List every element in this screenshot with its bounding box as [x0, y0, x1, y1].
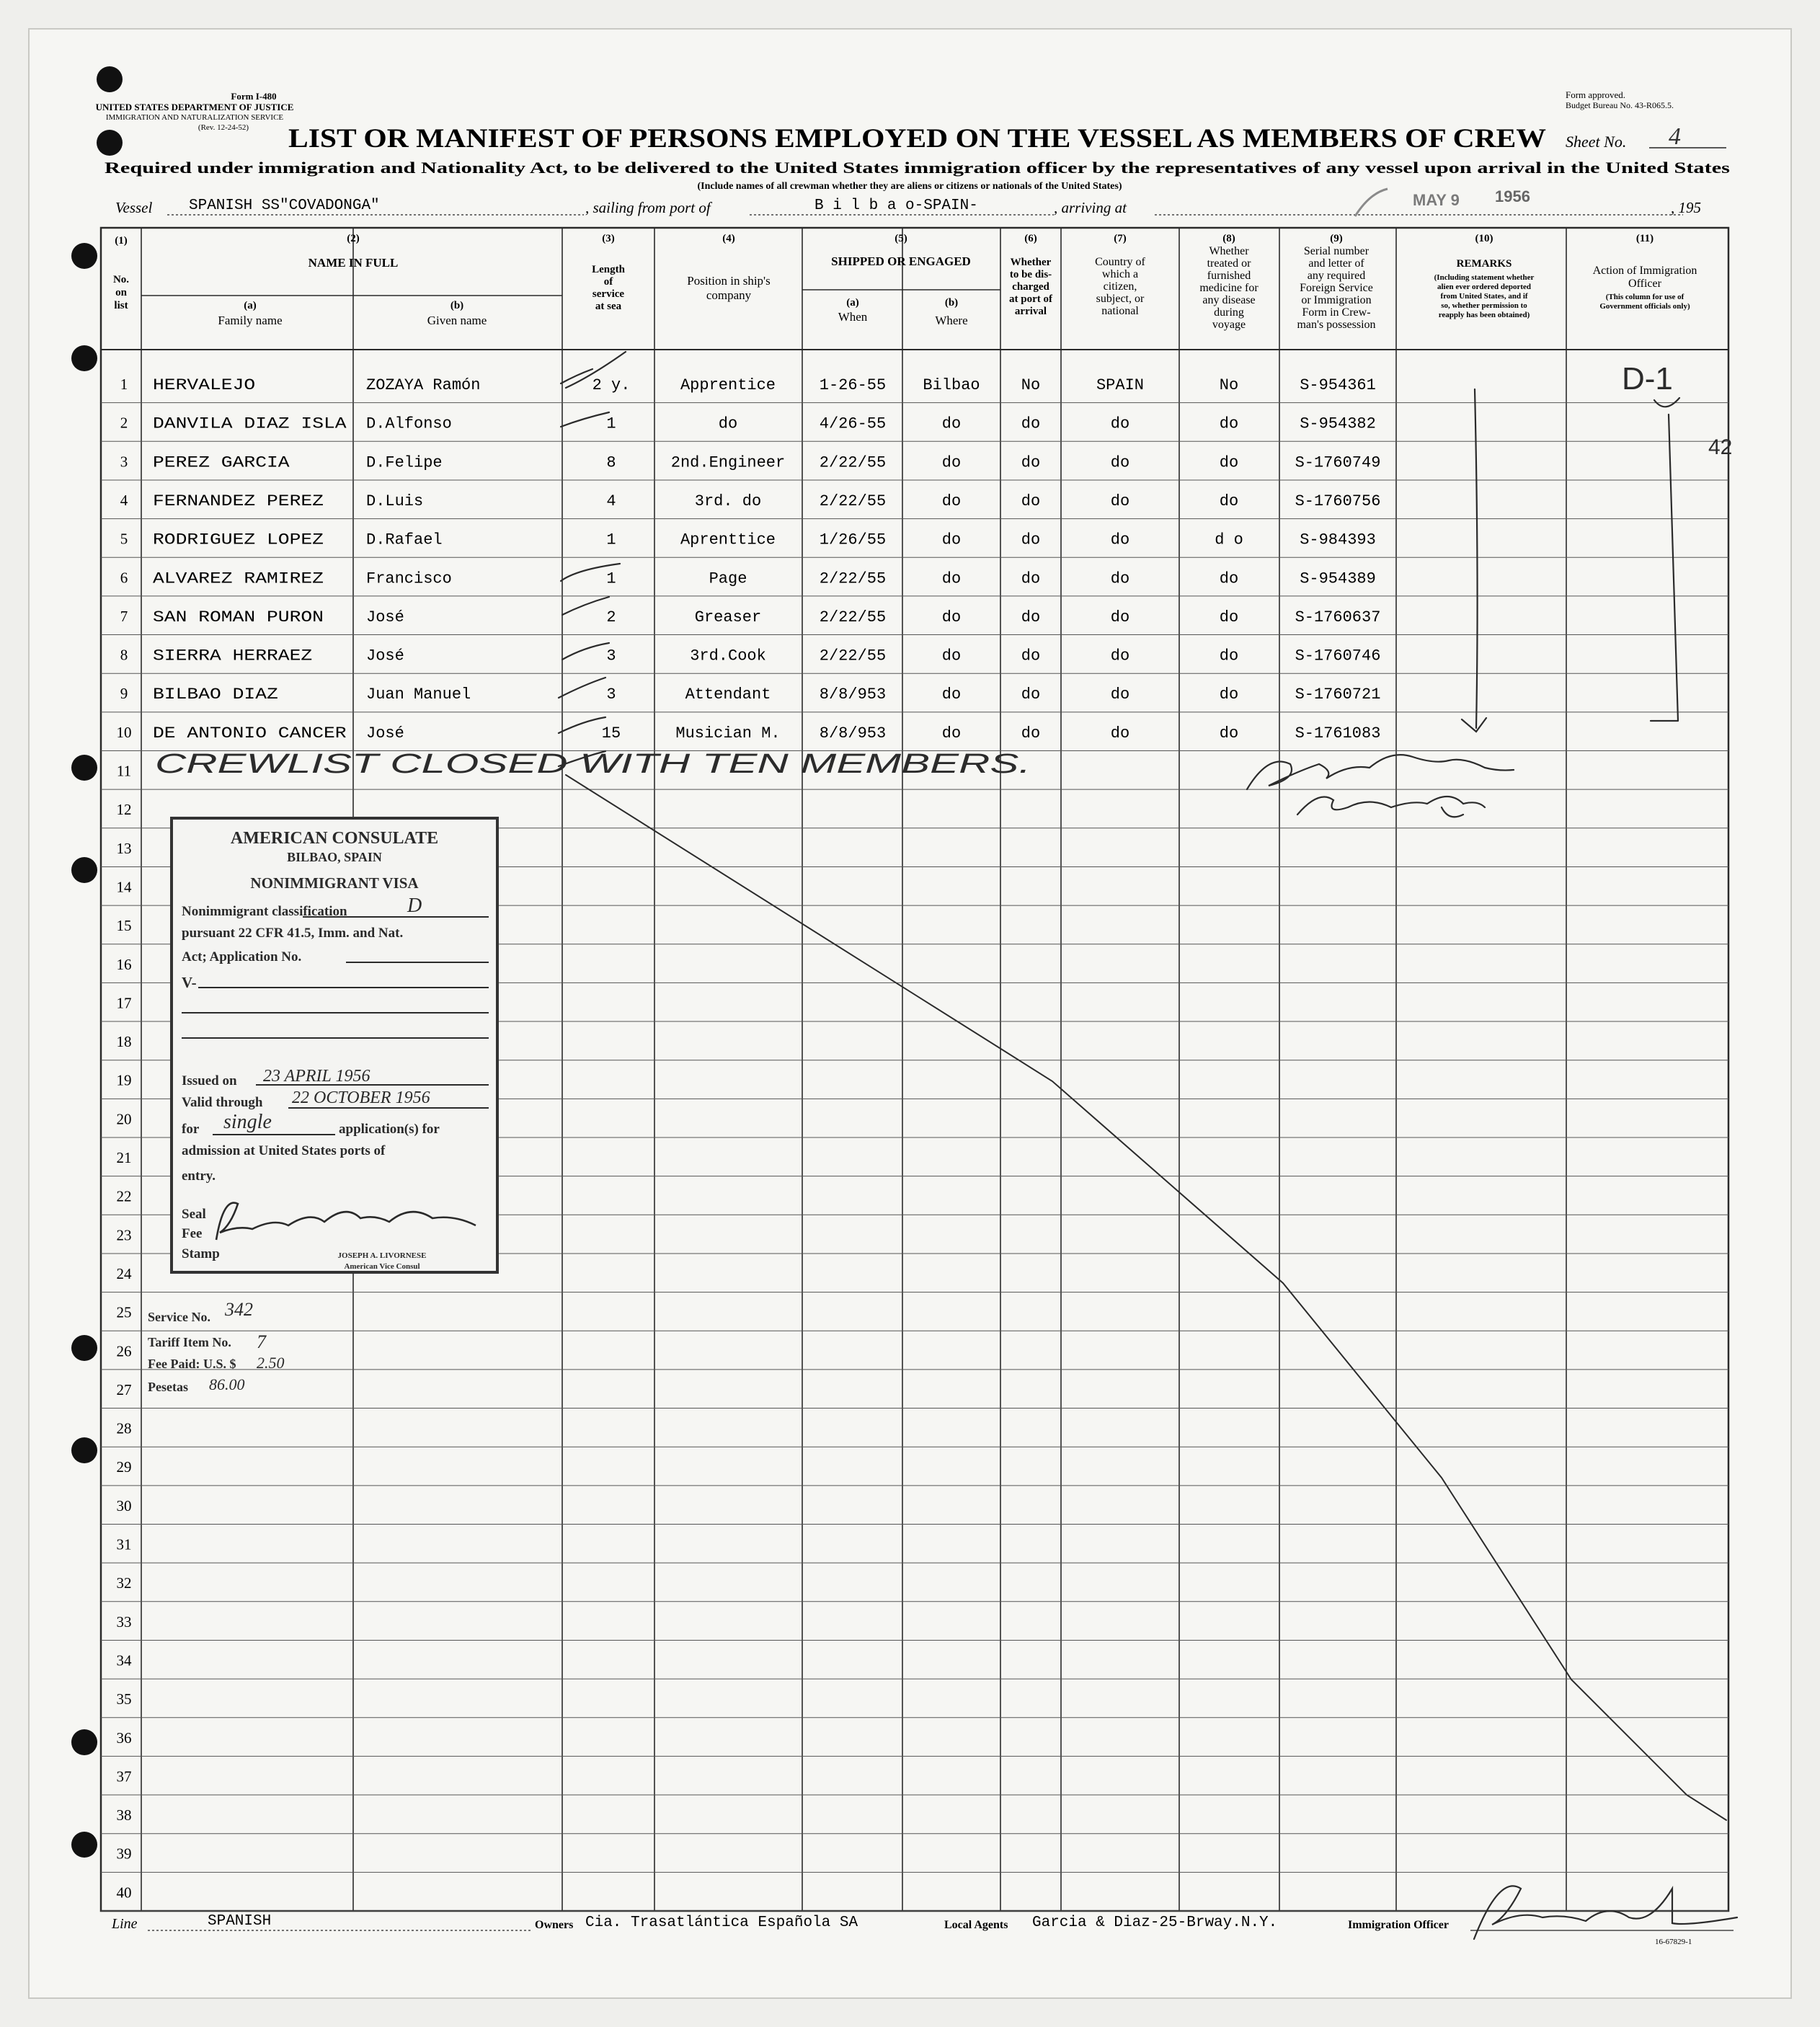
- position-cell: Aprenttice: [680, 531, 776, 549]
- col-1-label: No.: [112, 274, 130, 285]
- form-title: LIST OR MANIFEST OF PERSONS EMPLOYED ON THE VESSEL AS MEMBERS OF CREW: [288, 124, 1546, 154]
- row-number: 16: [116, 955, 132, 973]
- print-code: 16-67829-1: [1655, 1938, 1692, 1946]
- col-2b-number: (b): [450, 300, 464, 311]
- fee-label: Fee Paid: U.S. $: [148, 1357, 236, 1371]
- sheet-label: Sheet No.: [1566, 133, 1627, 151]
- shipped-when-cell: 2/22/55: [819, 453, 887, 472]
- given-name-cell: Francisco: [366, 569, 452, 588]
- family-name-cell: SIERRA HERRAEZ: [153, 647, 313, 665]
- family-name-cell: DANVILA DIAZ ISLA: [153, 414, 347, 433]
- shipped-where-cell: do: [941, 492, 962, 510]
- country-cell: do: [1110, 453, 1130, 472]
- position-cell: Apprentice: [680, 376, 776, 394]
- service-length-cell: 2: [606, 608, 616, 626]
- pesetas: 86.00: [209, 1375, 245, 1393]
- serial-number-cell: S-984393: [1300, 531, 1376, 549]
- col-3-label: service: [592, 288, 625, 300]
- col-5b-label: Where: [935, 314, 968, 327]
- row-number: 8: [120, 646, 128, 664]
- col-5a-label: When: [838, 310, 868, 324]
- row-number: 19: [116, 1071, 132, 1089]
- row-number: 21: [116, 1149, 132, 1166]
- col-8-label: Whether: [1209, 245, 1249, 257]
- shipped-when-cell: 8/8/953: [819, 686, 887, 704]
- col-2-number: (2): [347, 233, 360, 244]
- row-number: 34: [116, 1651, 132, 1669]
- tariff-label: Tariff Item No.: [148, 1335, 231, 1349]
- medicine-cell: do: [1219, 608, 1239, 626]
- stamp-issued-label: Issued on: [182, 1073, 237, 1088]
- col-3-label: at sea: [595, 301, 622, 312]
- row-number: 20: [116, 1110, 132, 1128]
- service-length-cell: 2 y.: [592, 376, 631, 394]
- service-name: IMMIGRATION AND NATURALIZATION SERVICE: [105, 113, 284, 122]
- form-id: Form I-480: [231, 91, 277, 102]
- stamp-admission: admission at United States ports of: [182, 1143, 386, 1158]
- col-2b-label: Given name: [427, 314, 487, 327]
- col-11-number: (11): [1635, 233, 1654, 244]
- stamp-entry: entry.: [182, 1168, 216, 1184]
- binder-hole: [97, 130, 123, 156]
- col-6-label: charged: [1012, 281, 1049, 293]
- row-number: 26: [116, 1342, 132, 1360]
- stamp-seal: Seal: [182, 1207, 206, 1222]
- row-number: 11: [116, 762, 132, 780]
- medicine-cell: do: [1219, 724, 1239, 742]
- line-value: SPANISH: [208, 1913, 272, 1930]
- consulate-stamp: [172, 818, 497, 1272]
- row-number: 4: [120, 491, 128, 509]
- col-6-label: arrival: [1014, 306, 1047, 317]
- family-name-cell: HERVALEJO: [153, 376, 256, 394]
- given-name-cell: D.Luis: [366, 492, 424, 510]
- row-number: 18: [116, 1033, 132, 1051]
- arrival-stamp-date: MAY 9: [1413, 191, 1460, 209]
- col-7-label: national: [1101, 305, 1139, 317]
- medicine-cell: No: [1219, 376, 1239, 394]
- row-number: 25: [116, 1303, 132, 1321]
- row-number: 27: [116, 1380, 132, 1398]
- arriving-label: , arriving at: [1054, 199, 1127, 216]
- position-cell: 3rd. do: [694, 492, 762, 510]
- family-name-cell: ALVAREZ RAMIREZ: [153, 569, 324, 588]
- discharge-cell: No: [1021, 376, 1041, 394]
- col-11-label: Government officials only): [1599, 302, 1690, 311]
- tariff-no: 7: [257, 1331, 266, 1352]
- row-number: 35: [116, 1690, 132, 1708]
- row-number: 2: [120, 414, 128, 432]
- vessel-name: SPANISH SS"COVADONGA": [189, 198, 380, 214]
- col-6-label: to be dis-: [1009, 269, 1052, 280]
- col-8-label: voyage: [1212, 319, 1246, 331]
- discharge-cell: do: [1021, 531, 1041, 549]
- position-cell: 2nd.Engineer: [670, 453, 786, 472]
- row-number: 5: [120, 530, 128, 548]
- col-3-label: Length: [592, 264, 625, 275]
- shipped-when-cell: 1/26/55: [819, 531, 887, 549]
- row-number: 33: [116, 1613, 132, 1631]
- shipped-when-cell: 8/8/953: [819, 724, 887, 742]
- country-cell: do: [1110, 569, 1130, 588]
- medicine-cell: do: [1219, 492, 1239, 510]
- discharge-cell: do: [1021, 686, 1041, 704]
- discharge-cell: do: [1021, 453, 1041, 472]
- col-5-title: SHIPPED OR ENGAGED: [831, 254, 971, 268]
- col-11-label: Action of Immigration: [1592, 265, 1697, 277]
- row-number: 32: [116, 1574, 132, 1592]
- col-2a-number: (a): [244, 300, 257, 311]
- shipped-when-cell: 2/22/55: [819, 569, 887, 588]
- given-name-cell: José: [366, 608, 404, 626]
- include-note: (Include names of all crewman whether they are aliens or citizens or nationals of the United States): [697, 181, 1122, 192]
- discharge-cell: do: [1021, 724, 1041, 742]
- stamp-visa: NONIMMIGRANT VISA: [250, 874, 419, 892]
- medicine-cell: do: [1219, 453, 1239, 472]
- col-8-label: medicine for: [1199, 282, 1259, 294]
- col-6-label: at port of: [1009, 293, 1052, 305]
- fee-usd: 2.50: [257, 1354, 285, 1372]
- family-name-cell: PEREZ GARCIA: [153, 453, 290, 472]
- col-7-label: citizen,: [1103, 280, 1137, 293]
- col-4-label: Position in ship's: [687, 274, 771, 288]
- discharge-cell: do: [1021, 569, 1041, 588]
- count-annotation: 42: [1708, 435, 1733, 459]
- given-name-cell: D.Felipe: [366, 453, 443, 472]
- col-8-number: (8): [1222, 233, 1235, 244]
- row-number: 14: [116, 878, 132, 896]
- col-9-label: any required: [1307, 270, 1366, 282]
- service-no: 342: [225, 1299, 253, 1320]
- form-approved: Form approved.: [1566, 89, 1626, 100]
- stamp-valid-label: Valid through: [182, 1095, 263, 1110]
- col-10-label: reapply has been obtained): [1438, 311, 1530, 319]
- col-9-label: man's possession: [1297, 319, 1376, 331]
- shipped-where-cell: do: [941, 724, 962, 742]
- position-cell: Page: [709, 569, 747, 588]
- stamp-classification: D: [407, 895, 422, 917]
- vessel-label: Vessel: [115, 199, 153, 216]
- service-length-cell: 3: [606, 647, 616, 665]
- sheet-number: 4: [1669, 123, 1681, 150]
- revision: (Rev. 12-24-52): [197, 123, 249, 132]
- row-number: 39: [116, 1845, 132, 1863]
- stamp-issued: 23 APRIL 1956: [263, 1067, 370, 1086]
- service-length-cell: 1: [606, 531, 616, 549]
- stamp-applications: application(s) for: [339, 1122, 440, 1137]
- col-9-label: and letter of: [1308, 257, 1364, 270]
- shipped-where-cell: do: [941, 453, 962, 472]
- col-5a-number: (a): [846, 297, 859, 309]
- serial-number-cell: S-954382: [1300, 414, 1376, 433]
- col-8-label: treated or: [1207, 257, 1251, 270]
- col-10-label: (Including statement whether: [1434, 273, 1535, 282]
- country-cell: do: [1110, 647, 1130, 665]
- serial-number-cell: S-1760637: [1295, 608, 1381, 626]
- binder-hole: [71, 243, 97, 269]
- shipped-when-cell: 2/22/55: [819, 608, 887, 626]
- col-9-label: or Immigration: [1301, 294, 1372, 306]
- col-4-label: company: [706, 288, 752, 302]
- service-length-cell: 15: [601, 724, 621, 742]
- officer-label: Immigration Officer: [1348, 1919, 1449, 1931]
- row-number: 28: [116, 1419, 132, 1437]
- serial-number-cell: S-1760721: [1295, 686, 1381, 704]
- medicine-cell: d o: [1215, 531, 1243, 549]
- position-cell: Greaser: [694, 608, 762, 626]
- col-5-number: (5): [895, 233, 907, 244]
- shipped-where-cell: do: [941, 686, 962, 704]
- medicine-cell: do: [1219, 569, 1239, 588]
- row-number: 23: [116, 1226, 132, 1244]
- row-number: 10: [116, 723, 132, 741]
- shipped-where-cell: Bilbao: [923, 376, 980, 394]
- budget-bureau: Budget Bureau No. 43-R065.5.: [1566, 100, 1674, 110]
- row-number: 22: [116, 1187, 132, 1205]
- medicine-cell: do: [1219, 647, 1239, 665]
- col-11-label: (This column for use of: [1605, 293, 1684, 301]
- col-1-label: list: [114, 300, 128, 311]
- stamp-v-label: V-: [182, 974, 197, 991]
- family-name-cell: RODRIGUEZ LOPEZ: [153, 531, 324, 549]
- stamp-city: BILBAO, SPAIN: [287, 850, 382, 864]
- given-name-cell: José: [366, 647, 404, 665]
- given-name-cell: José: [366, 724, 404, 742]
- discharge-cell: do: [1021, 492, 1041, 510]
- service-no-label: Service No.: [148, 1310, 210, 1324]
- family-name-cell: FERNANDEZ PEREZ: [153, 492, 324, 510]
- shipped-where-cell: do: [941, 608, 962, 626]
- serial-number-cell: S-954361: [1300, 376, 1376, 394]
- row-number: 3: [120, 453, 128, 471]
- binder-hole: [71, 1832, 97, 1858]
- stamp-pursuant: pursuant 22 CFR 41.5, Imm. and Nat.: [182, 926, 404, 941]
- stamp-stamp-label: Stamp: [182, 1246, 220, 1261]
- col-6-number: (6): [1024, 233, 1037, 244]
- col-10-label: alien ever ordered deported: [1437, 283, 1532, 291]
- col-9-label: Foreign Service: [1300, 282, 1373, 294]
- given-name-cell: Juan Manuel: [366, 686, 471, 704]
- country-cell: SPAIN: [1096, 376, 1145, 394]
- stamp-classification-label: Nonimmigrant classification: [182, 904, 347, 919]
- shipped-when-cell: 1-26-55: [819, 376, 887, 394]
- row-number: 40: [116, 1884, 132, 1902]
- binder-hole: [71, 1335, 97, 1361]
- sailing-port: B i l b a o-SPAIN-: [814, 198, 978, 214]
- serial-number-cell: S-1760746: [1295, 647, 1381, 665]
- country-cell: do: [1110, 531, 1130, 549]
- col-9-label: Serial number: [1303, 245, 1370, 257]
- family-name-cell: DE ANTONIO CANCER: [153, 724, 347, 742]
- col-7-label: which a: [1101, 268, 1139, 280]
- col-1-label: on: [115, 287, 127, 298]
- shipped-when-cell: 4/26-55: [819, 414, 887, 433]
- row-number: 12: [116, 801, 132, 819]
- service-length-cell: 3: [606, 686, 616, 704]
- row-number: 30: [116, 1496, 132, 1514]
- position-cell: Attendant: [685, 686, 771, 704]
- col-2a-label: Family name: [218, 314, 283, 327]
- medicine-cell: do: [1219, 414, 1239, 433]
- binder-hole: [97, 66, 123, 92]
- shipped-where-cell: do: [941, 531, 962, 549]
- row-number: 37: [116, 1767, 132, 1786]
- row-number: 38: [116, 1806, 132, 1824]
- col-9-number: (9): [1330, 233, 1343, 244]
- owners-label: Owners: [535, 1919, 574, 1931]
- discharge-cell: do: [1021, 608, 1041, 626]
- discharge-cell: do: [1021, 647, 1041, 665]
- col-10-number: (10): [1475, 233, 1493, 244]
- shipped-when-cell: 2/22/55: [819, 492, 887, 510]
- row-number: 36: [116, 1729, 132, 1747]
- col-10-label: so, whether permission to: [1441, 301, 1527, 310]
- row-number: 13: [116, 839, 132, 857]
- agents-value: Garcia & Diaz-25-Brway.N.Y.: [1032, 1915, 1278, 1931]
- shipped-where-cell: do: [941, 647, 962, 665]
- row-number: 15: [116, 917, 132, 935]
- position-cell: do: [718, 414, 738, 433]
- discharge-cell: do: [1021, 414, 1041, 433]
- year-suffix: , 195: [1671, 199, 1701, 216]
- col-2-title: NAME IN FULL: [308, 256, 399, 270]
- col-7-number: (7): [1114, 233, 1127, 244]
- col-3-label: of: [603, 276, 613, 288]
- col-8-label: during: [1214, 306, 1244, 319]
- stamp-officer-name: JOSEPH A. LIVORNESE: [337, 1251, 427, 1260]
- position-cell: Musician M.: [675, 724, 781, 742]
- line-label: Line: [112, 1916, 138, 1932]
- country-cell: do: [1110, 686, 1130, 704]
- col-3-number: (3): [602, 233, 615, 244]
- stamp-for-value: single: [223, 1111, 272, 1133]
- binder-hole: [71, 755, 97, 781]
- row-number: 7: [120, 607, 128, 625]
- country-cell: do: [1110, 492, 1130, 510]
- owners-value: Cia. Trasatlántica Española SA: [585, 1915, 858, 1931]
- stamp-for-label: for: [182, 1122, 200, 1137]
- form-subtitle: Required under immigration and Nationality Act, to be delivered to the United States immigration officer by the representatives of any vessel upon arrival in the United States: [105, 159, 1731, 177]
- shipped-where-cell: do: [941, 569, 962, 588]
- row-number: 24: [116, 1264, 132, 1282]
- shipped-when-cell: 2/22/55: [819, 647, 887, 665]
- country-cell: do: [1110, 724, 1130, 742]
- col-8-label: any disease: [1202, 294, 1256, 306]
- serial-number-cell: S-1761083: [1295, 724, 1381, 742]
- col-11-label: Officer: [1628, 278, 1661, 290]
- binder-hole: [71, 1437, 97, 1463]
- arrival-stamp-year: 1956: [1495, 187, 1530, 205]
- stamp-officer-title: American Vice Consul: [344, 1262, 420, 1271]
- sailing-label: , sailing from port of: [585, 199, 711, 216]
- col-9-label: Form in Crew-: [1302, 306, 1371, 319]
- stamp-valid: 22 OCTOBER 1956: [292, 1088, 430, 1107]
- country-cell: do: [1110, 608, 1130, 626]
- serial-number-cell: S-954389: [1300, 569, 1376, 588]
- col-4-number: (4): [722, 233, 735, 244]
- closing-note: CREWLIST CLOSED WITH TEN MEMBERS.: [155, 749, 1031, 779]
- stamp-fee: Fee: [182, 1226, 203, 1241]
- col-10-label: from United States, and if: [1440, 292, 1528, 301]
- pesetas-label: Pesetas: [148, 1380, 188, 1394]
- stamp-act: Act; Application No.: [182, 949, 302, 964]
- serial-number-cell: S-1760749: [1295, 453, 1381, 472]
- row-number: 31: [116, 1535, 132, 1553]
- col-10-title: REMARKS: [1456, 258, 1512, 270]
- serial-number-cell: S-1760756: [1295, 492, 1381, 510]
- department: UNITED STATES DEPARTMENT OF JUSTICE: [95, 102, 294, 112]
- country-cell: do: [1110, 414, 1130, 433]
- binder-hole: [71, 1729, 97, 1755]
- col-7-label: Country of: [1095, 256, 1145, 268]
- service-length-cell: 8: [606, 453, 616, 472]
- col-8-label: furnished: [1207, 270, 1251, 282]
- family-name-cell: BILBAO DIAZ: [153, 686, 278, 704]
- stamp-title: AMERICAN CONSULATE: [230, 829, 439, 848]
- position-cell: 3rd.Cook: [690, 647, 766, 665]
- given-name-cell: ZOZAYA Ramón: [366, 376, 481, 394]
- row-number: 1: [120, 376, 128, 393]
- binder-hole: [71, 345, 97, 371]
- given-name-cell: D.Alfonso: [366, 414, 452, 433]
- service-length-cell: 1: [606, 569, 616, 588]
- service-length-cell: 1: [606, 414, 616, 433]
- col-6-label: Whether: [1010, 257, 1052, 268]
- row-number: 6: [120, 569, 128, 587]
- shipped-where-cell: do: [941, 414, 962, 433]
- row-number: 9: [120, 685, 128, 703]
- col-1-number: (1): [115, 235, 128, 247]
- d1-annotation: D-1: [1622, 361, 1673, 396]
- given-name-cell: D.Rafael: [366, 531, 443, 549]
- medicine-cell: do: [1219, 686, 1239, 704]
- service-length-cell: 4: [606, 492, 616, 510]
- family-name-cell: SAN ROMAN PURON: [153, 608, 324, 626]
- col-7-label: subject, or: [1096, 293, 1145, 305]
- row-number: 17: [116, 994, 132, 1012]
- col-5b-number: (b): [944, 297, 959, 309]
- binder-hole: [71, 857, 97, 883]
- row-number: 29: [116, 1458, 132, 1476]
- agents-label: Local Agents: [944, 1919, 1008, 1931]
